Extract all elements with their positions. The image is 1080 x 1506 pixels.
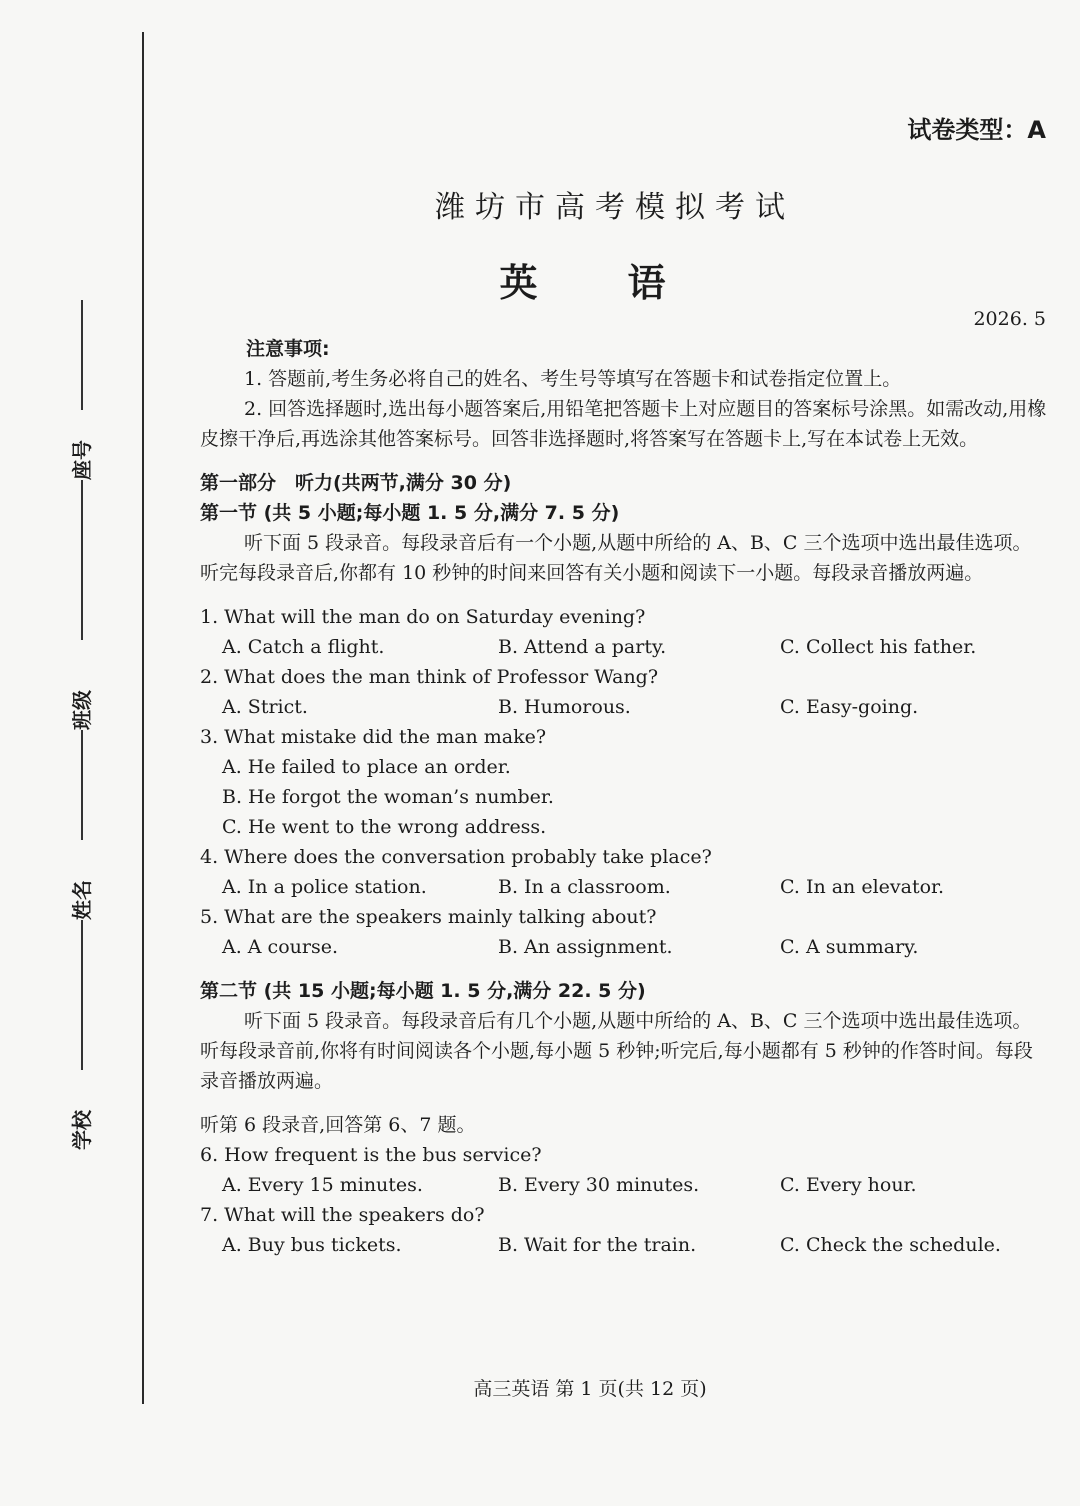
- question-3: [200, 722, 1048, 842]
- question-1: [200, 602, 1048, 662]
- exam-type: 试卷类型：A: [907, 116, 1046, 144]
- class-rule-top: [81, 480, 83, 640]
- question-text: 3. What mistake did the man make?: [200, 726, 547, 748]
- exam-name: 潍坊市高考模拟考试: [435, 190, 795, 225]
- school-label: 学校: [69, 1110, 94, 1150]
- option-c: C. Every hour.: [780, 1174, 917, 1196]
- section1-title: 第一节 (共 5 小题;每小题 1. 5 分,满分 7. 5 分): [200, 502, 620, 524]
- exam-date: 2026. 5: [973, 308, 1046, 330]
- exam-content: [200, 334, 1048, 1260]
- class-label: 班级: [69, 690, 94, 730]
- option-b: B. Humorous.: [498, 696, 631, 718]
- part1-title: 第一部分 听力(共两节,满分 30 分): [200, 472, 512, 494]
- options: [200, 1170, 1048, 1200]
- option-b: B. He forgot the woman’s number.: [222, 786, 554, 808]
- option-c: C. Easy-going.: [780, 696, 919, 718]
- notice-item-1: 1. 答题前,考生务必将自己的姓名、考生号等填写在答题卡和试卷指定位置上。: [244, 368, 902, 390]
- section2-instructions: 听下面 5 段录音。每段录音后有几个小题,从题中所给的 A、B、C 三个选项中选出最佳选项。听每段录音前,你将有时间阅读各个小题,每小题 5 秒钟;听完后,每小题都有 5 秒钟的作答时间。每段录音播放两遍。: [200, 1010, 1033, 1092]
- recording-prompt: 听第 6 段录音,回答第 6、7 题。: [200, 1114, 476, 1136]
- section2-title: 第二节 (共 15 小题;每小题 1. 5 分,满分 22. 5 分): [200, 980, 646, 1002]
- option-c: C. Check the schedule.: [780, 1234, 1001, 1256]
- option-c: C. A summary.: [780, 936, 919, 958]
- binding-margin-line: [142, 32, 144, 1404]
- notice-item-2: 2. 回答选择题时,选出每小题答案后,用铅笔把答题卡上对应题目的答案标号涂黑。如需改动,用橡皮擦干净后,再选涂其他答案标号。回答非选择题时,将答案写在答题卡上,写在本试卷上无效。: [200, 398, 1047, 450]
- options: [200, 632, 1048, 662]
- options: [200, 932, 1048, 962]
- option-a: A. Buy bus tickets.: [222, 1234, 402, 1256]
- option-c: C. Collect his father.: [780, 636, 977, 658]
- notice-title: 注意事项:: [246, 338, 330, 360]
- question-text: 5. What are the speakers mainly talking about?: [200, 906, 657, 928]
- option-a: A. Every 15 minutes.: [222, 1174, 423, 1196]
- question-text: 1. What will the man do on Saturday evening?: [200, 606, 646, 628]
- question-7: [200, 1200, 1048, 1260]
- question-4: [200, 842, 1048, 902]
- subject-title: 英语: [499, 261, 756, 305]
- option-a: A. Catch a flight.: [222, 636, 385, 658]
- question-6: [200, 1140, 1048, 1200]
- question-2: [200, 662, 1048, 722]
- option-b: B. Every 30 minutes.: [498, 1174, 700, 1196]
- school-rule-top: [81, 920, 83, 1070]
- option-b: B. Attend a party.: [498, 636, 667, 658]
- options: [200, 692, 1048, 722]
- name-label: 姓名: [69, 880, 94, 920]
- options: [200, 872, 1048, 902]
- option-a: A. In a police station.: [222, 876, 427, 898]
- option-b: B. An assignment.: [498, 936, 673, 958]
- option-a: A. He failed to place an order.: [222, 756, 511, 778]
- section1-instructions: 听下面 5 段录音。每段录音后有一个小题,从题中所给的 A、B、C 三个选项中选出最佳选项。听完每段录音后,你都有 10 秒钟的时间来回答有关小题和阅读下一小题。每段录音播放两遍。: [200, 532, 1032, 584]
- option-c: C. He went to the wrong address.: [222, 816, 547, 838]
- option-c: C. In an elevator.: [780, 876, 945, 898]
- seat-number-label: 座号: [69, 440, 94, 480]
- question-text: 7. What will the speakers do?: [200, 1204, 485, 1226]
- option-b: B. Wait for the train.: [498, 1234, 697, 1256]
- question-text: 6. How frequent is the bus service?: [200, 1144, 542, 1166]
- option-b: B. In a classroom.: [498, 876, 671, 898]
- seat-number-rule: [81, 300, 83, 410]
- option-a: A. A course.: [222, 936, 338, 958]
- option-a: A. Strict.: [222, 696, 308, 718]
- options: [200, 1230, 1048, 1260]
- name-rule-top: [81, 730, 83, 840]
- question-text: 2. What does the man think of Professor Wang?: [200, 666, 659, 688]
- question-text: 4. Where does the conversation probably take place?: [200, 846, 712, 868]
- page-footer: 高三英语 第 1 页(共 12 页): [473, 1378, 707, 1400]
- question-5: [200, 902, 1048, 962]
